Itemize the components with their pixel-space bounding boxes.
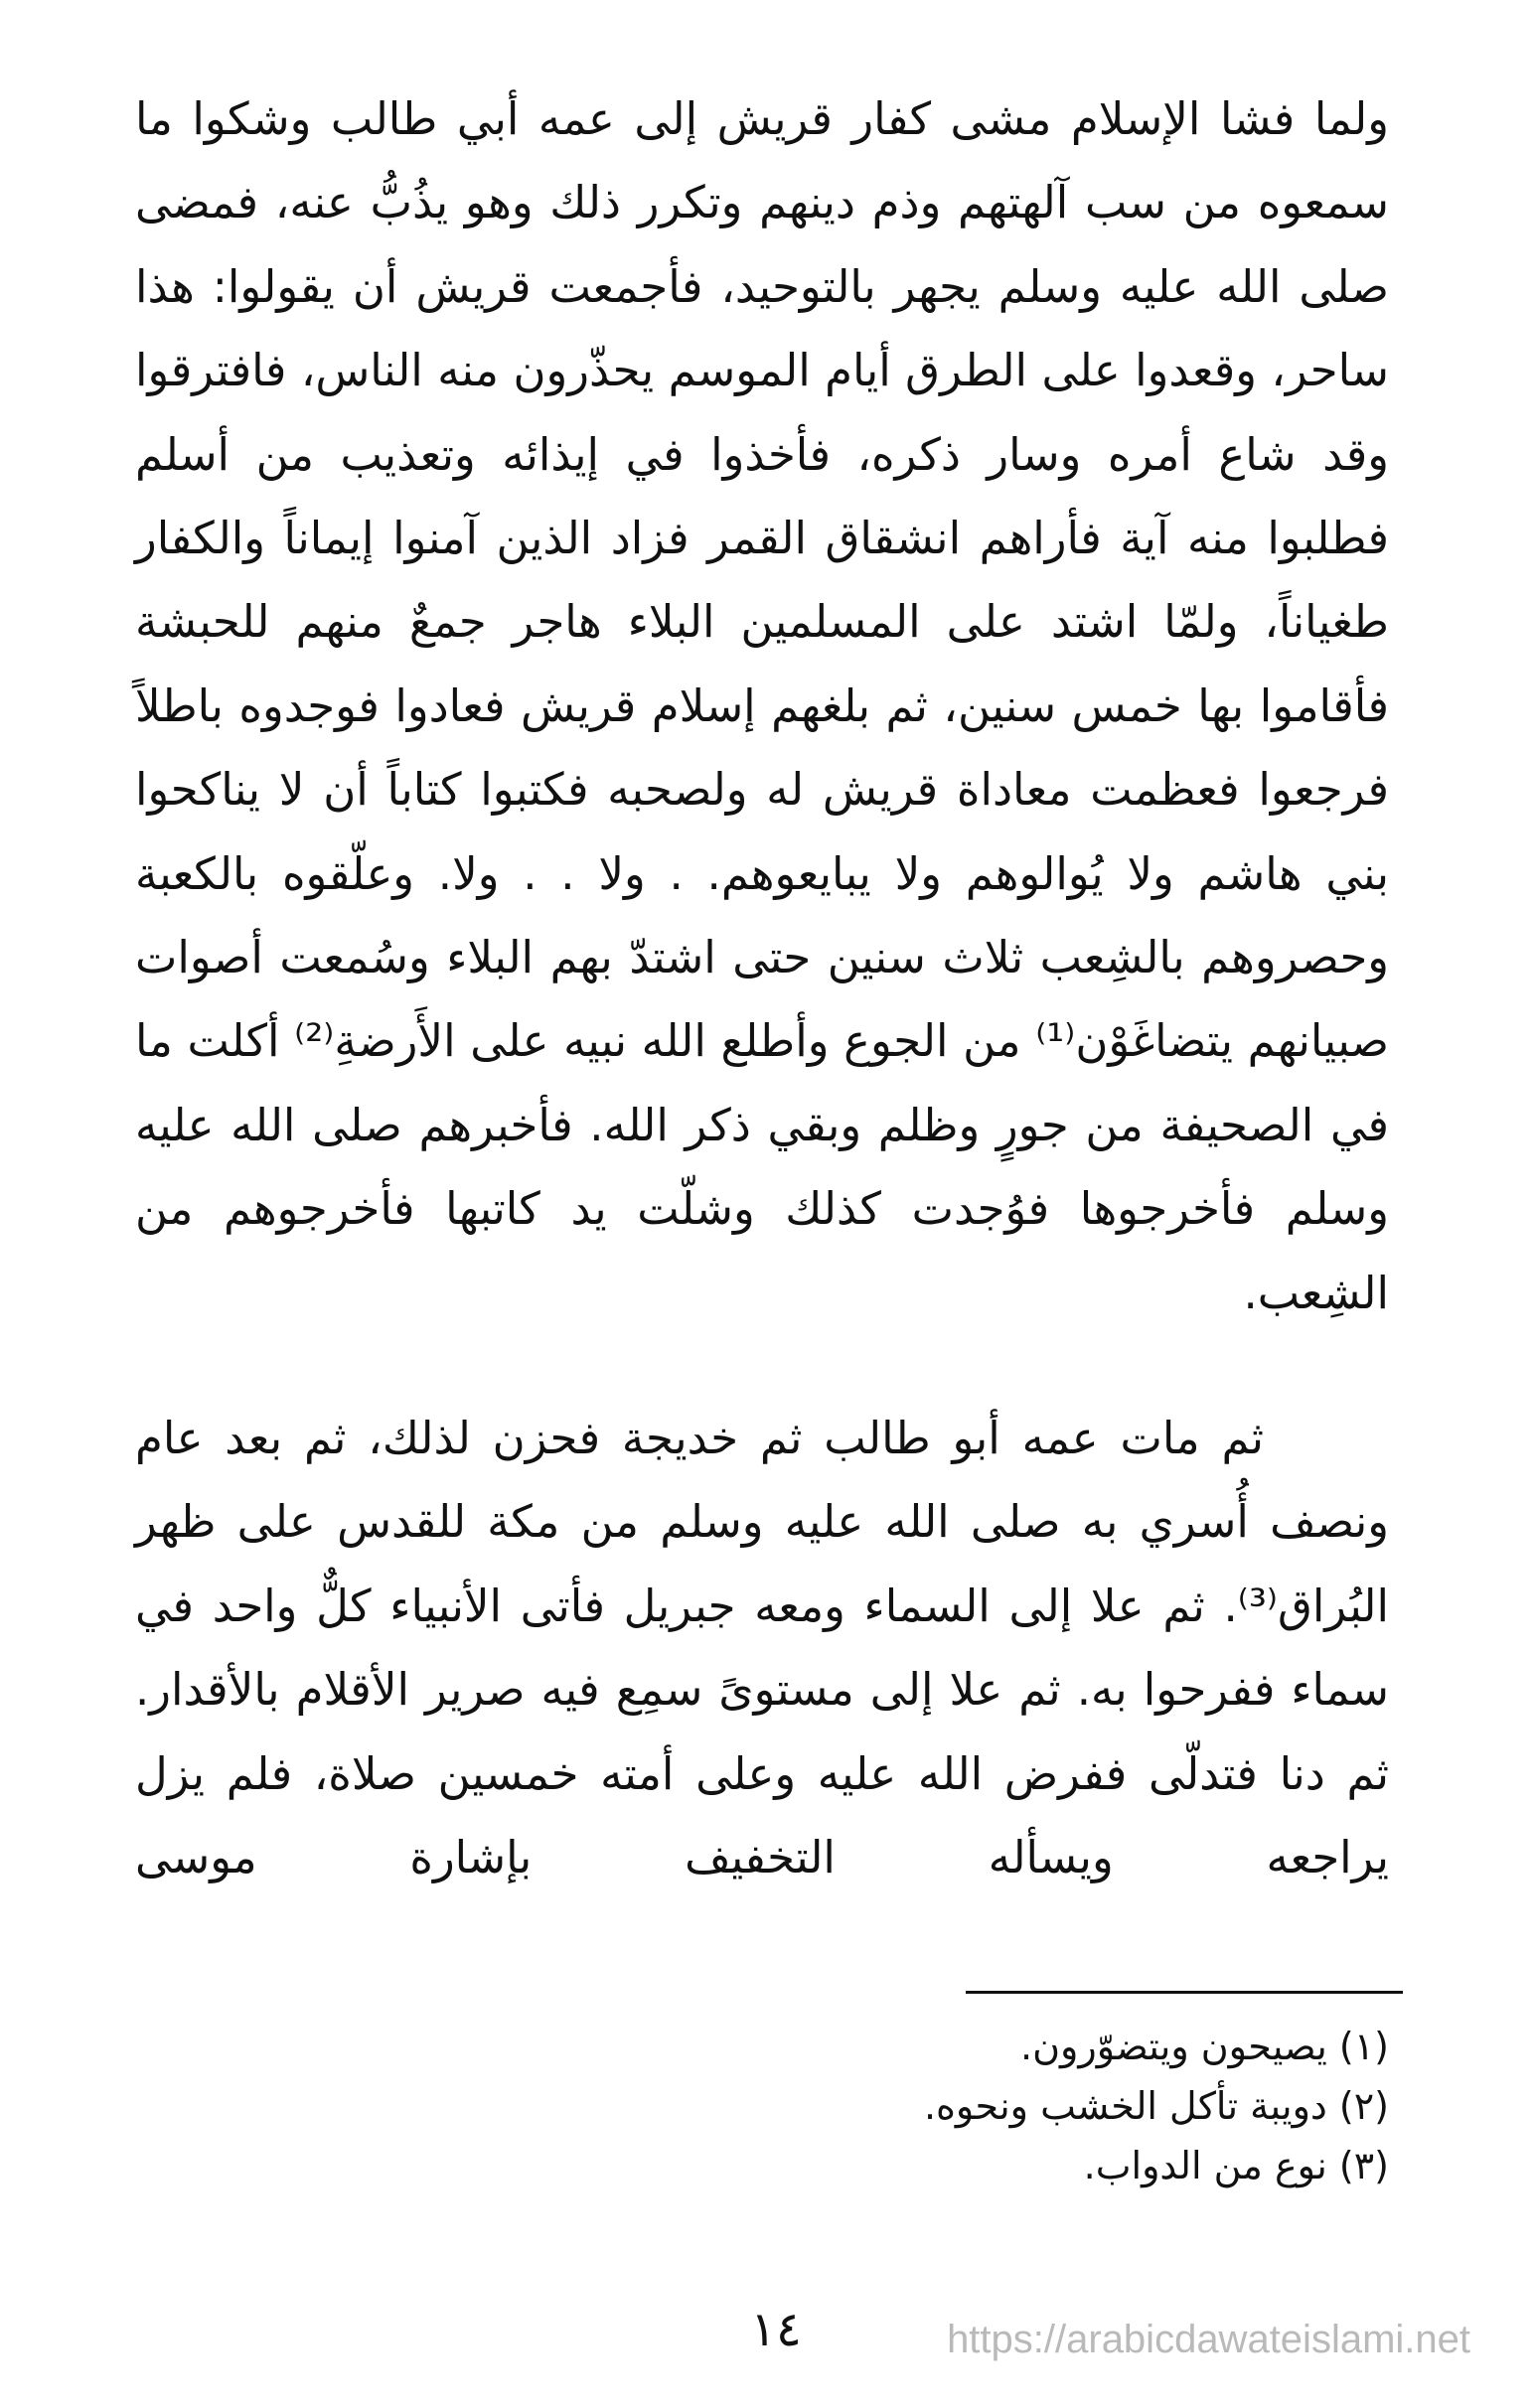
footnotes-list: [693, 2017, 1389, 2195]
page-number: ١٤: [750, 2302, 802, 2357]
footnote-3: (٣) نوع من الدواب.: [1083, 2144, 1389, 2187]
paragraph-2: ثم مات عمه أبو طالب ثم خديجة فحزن لذلك، ثم بعد عام ونصف أُسري به صلى الله عليه وسلم من مكة للقدس على ظهر البُراق⁽³⁾. ثم علا إلى السماء ومعه جبريل فأتى الأنبياء كلٌّ واحد في سماء ففرحوا به. ثم علا إلى مستوىً سمِع فيه صرير الأقلام بالأقدار. ثم دنا فتدلّى ففرض الله عليه وعلى أمته خمسين صلاة، فلم يزل يراجعه ويسأله التخفيف بإشارة موسى: [135, 1412, 1389, 1884]
footnote-1: (١) يصيحون ويتضوّرون.: [1020, 2025, 1389, 2068]
paragraph-1: ولما فشا الإسلام مشى كفار قريش إلى عمه أبي طالب وشكوا ما سمعوه من سب آلهتهم وذم دينهم وتكرر ذلك وهو يذُبُّ عنه، فمضى صلى الله عليه وسلم يجهر بالتوحيد، فأجمعت قريش أن يقولوا: هذا ساحر، وقعدوا على الطرق أيام الموسم يحذّرون منه الناس، فافترقوا وقد شاع أمره وسار ذكره، فأخذوا في إيذائه وتعذيب من أسلم فطلبوا منه آية فأراهم انشقاق القمر فزاد الذين آمنوا إيماناً والكفار طغياناً، ولمّا اشتد على المسلمين البلاء هاجر جمعٌ منهم للحبشة فأقاموا بها خمس سنين، ثم بلغهم إسلام قريش فعادوا فوجدوه باطلاً فرجعوا فعظمت معاداة قريش له ولصحبه فكتبوا كتاباً أن لا يناكحوا بني هاشم ولا يُوالوهم ولا يبايعوهم. . ولا . . ولا. وعلّقوه بالكعبة وحصروهم بالشِعب ثلاث سنين حتى اشتدّ بهم البلاء وسُمعت أصوات صبيانهم يتضاغَوْن⁽¹⁾ من الجوع وأطلع الله نبيه على الأَرضةِ⁽²⁾ أكلت ما في الصحيفة من جورٍ وظلم وبقي ذكر الله. فأخبرهم صلى الله عليه وسلم فأخرجوها فوُجدت كذلك وشلّت يد كاتبها فأخرجوهم من الشِعب.: [135, 92, 1389, 1319]
footnote-2: (٢) دويبة تأكل الخشب ونحوه.: [923, 2084, 1389, 2128]
watermark-url: https://arabicdawateislami.net: [947, 2318, 1470, 2361]
footnote-divider: [966, 1991, 1403, 1994]
